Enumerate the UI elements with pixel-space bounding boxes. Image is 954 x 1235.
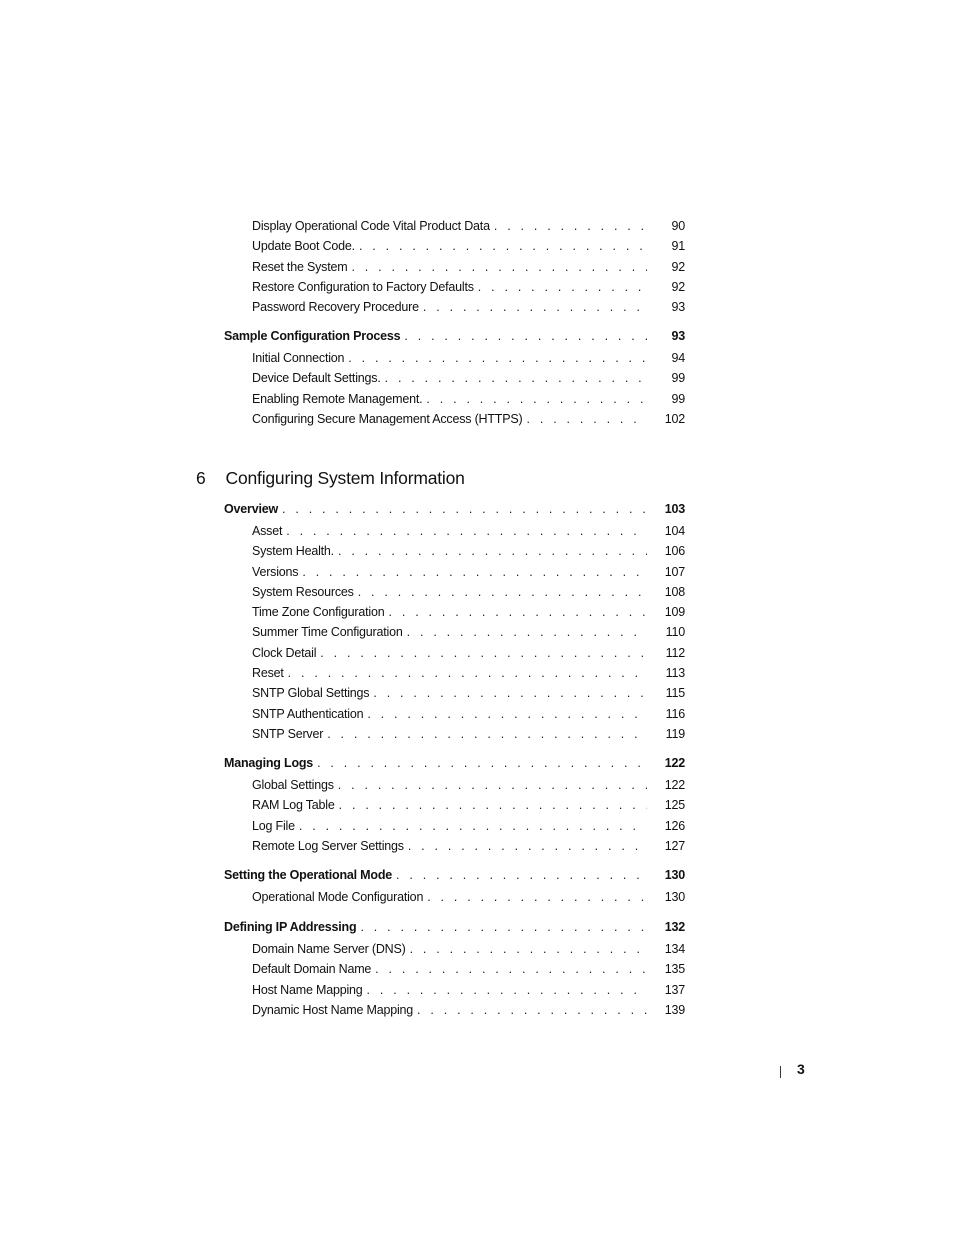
toc-section-entry[interactable]: [224, 868, 685, 890]
dot-leader: [404, 329, 647, 343]
toc-section-entry[interactable]: [224, 920, 685, 942]
toc-entry[interactable]: [224, 983, 685, 1003]
toc-entry[interactable]: [224, 300, 685, 320]
chapter-number: 6: [196, 468, 206, 488]
dot-leader: [527, 412, 648, 426]
toc-block-c: [224, 329, 685, 432]
toc-entry[interactable]: [224, 239, 685, 259]
toc-entry-title: Clock Detail: [252, 645, 317, 660]
toc-entry-page: 91: [671, 239, 685, 254]
toc-entry-page: 130: [664, 890, 685, 904]
toc-entry-title: System Resources: [252, 584, 354, 599]
toc-entry[interactable]: [224, 625, 685, 645]
toc-block-b: [224, 300, 685, 320]
toc-entry[interactable]: [224, 585, 685, 605]
toc-block-e: [224, 756, 685, 859]
dot-leader: [338, 544, 647, 558]
dot-leader: [317, 756, 647, 770]
toc-entry-title: Sample Configuration Process: [224, 329, 401, 343]
toc-entry-title: SNTP Server: [252, 726, 324, 741]
toc-entry-page: 125: [664, 798, 685, 813]
toc-entry[interactable]: [224, 686, 685, 706]
dot-leader: [299, 819, 647, 833]
dot-leader: [389, 605, 647, 619]
toc-entry-title: Global Settings: [252, 778, 334, 792]
toc-entry-page: 107: [664, 564, 685, 579]
dot-leader: [410, 942, 647, 956]
dot-leader: [320, 646, 647, 660]
chapter-heading: [196, 468, 465, 489]
toc-entry-page: 126: [664, 818, 685, 833]
toc-entry-page: 130: [664, 868, 685, 882]
toc-entry-page: 113: [665, 666, 685, 681]
toc-entry-page: 99: [671, 371, 685, 386]
toc-entry-title: Summer Time Configuration: [252, 625, 403, 640]
dot-leader: [288, 666, 647, 680]
toc-entry-page: 93: [671, 329, 685, 343]
dot-leader: [302, 565, 647, 579]
toc-entry[interactable]: [224, 219, 685, 239]
toc-entry[interactable]: [224, 666, 685, 686]
dot-leader: [396, 868, 647, 882]
toc-entry-title: Domain Name Server (DNS): [252, 942, 406, 956]
toc-entry-page: 92: [671, 279, 685, 294]
toc-entry[interactable]: [224, 839, 685, 859]
toc-entry-title: Log File: [252, 818, 295, 833]
toc-entry-page: 119: [665, 726, 685, 741]
dot-leader: [426, 392, 647, 406]
toc-entry-page: 99: [671, 391, 685, 406]
dot-leader: [373, 686, 647, 700]
toc-block-a: [224, 219, 685, 300]
toc-entry-title: Operational Mode Configuration: [252, 890, 424, 904]
toc-entry[interactable]: [224, 646, 685, 666]
toc-block-f: [224, 868, 685, 910]
toc-entry-title: Configuring Secure Management Access (HTTPS): [252, 411, 523, 426]
toc-entry-page: 132: [664, 920, 685, 934]
toc-entry[interactable]: [224, 565, 685, 585]
dot-leader: [338, 778, 647, 792]
toc-entry-title: SNTP Global Settings: [252, 686, 370, 701]
toc-entry[interactable]: [224, 727, 685, 747]
toc-entry-title: Host Name Mapping: [252, 982, 363, 997]
toc-entry-title: SNTP Authentication: [252, 706, 364, 721]
dot-leader: [494, 219, 647, 233]
toc-entry-page: 112: [665, 645, 685, 660]
dot-leader: [358, 585, 647, 599]
toc-entry-title: Time Zone Configuration: [252, 605, 385, 620]
toc-entry-page: 116: [665, 706, 685, 721]
dot-leader: [348, 351, 647, 365]
footer-divider: [780, 1066, 781, 1078]
toc-entry-title: Managing Logs: [224, 756, 314, 770]
toc-entry[interactable]: [224, 280, 685, 300]
toc-entry-title: RAM Log Table: [252, 798, 335, 813]
toc-entry[interactable]: [224, 819, 685, 839]
toc-entry-page: 109: [664, 605, 685, 620]
toc-entry[interactable]: [224, 412, 685, 432]
toc-entry-page: 127: [664, 838, 685, 853]
dot-leader: [339, 798, 647, 812]
dot-leader: [423, 300, 647, 314]
dot-leader: [407, 625, 647, 639]
toc-entry-page: 94: [671, 351, 685, 365]
toc-entry-page: 139: [664, 1002, 685, 1017]
toc-entry-page: 93: [671, 300, 685, 314]
dot-leader: [367, 707, 647, 721]
toc-entry[interactable]: [224, 778, 685, 798]
dot-leader: [367, 983, 647, 997]
dot-leader: [478, 280, 647, 294]
toc-entry-page: 122: [664, 756, 685, 770]
toc-entry-title: Display Operational Code Vital Product Data: [252, 219, 490, 233]
dot-leader: [417, 1003, 647, 1017]
toc-entry[interactable]: [224, 351, 685, 371]
toc-entry[interactable]: [224, 962, 685, 982]
toc-entry-page: 102: [664, 411, 685, 426]
toc-section-entry[interactable]: [224, 502, 685, 524]
toc-entry[interactable]: [224, 890, 685, 910]
dot-leader: [351, 260, 647, 274]
toc-entry-title: Defining IP Addressing: [224, 920, 357, 934]
toc-entry[interactable]: [224, 371, 685, 391]
toc-entry-title: Update Boot Code.: [252, 239, 355, 254]
dot-leader: [282, 502, 647, 516]
toc-entry-page: 110: [665, 625, 685, 640]
dot-leader: [427, 890, 647, 904]
toc-entry-title: Overview: [224, 502, 278, 516]
toc-entry-title: Versions: [252, 564, 299, 579]
dot-leader: [286, 524, 647, 538]
dot-leader: [375, 962, 647, 976]
dot-leader: [408, 839, 647, 853]
toc-section-entry[interactable]: [224, 756, 685, 778]
toc-entry-title: Remote Log Server Settings: [252, 838, 404, 853]
toc-entry-title: Default Domain Name: [252, 962, 372, 977]
toc-entry-title: Password Recovery Procedure: [252, 300, 419, 314]
chapter-title: Configuring System Information: [225, 468, 465, 488]
toc-entry-title: System Health.: [252, 544, 334, 559]
dot-leader: [385, 371, 647, 385]
toc-block-d: [224, 502, 685, 747]
toc-entry-page: 90: [671, 219, 685, 233]
toc-entry-title: Setting the Operational Mode: [224, 868, 393, 882]
toc-entry[interactable]: [224, 798, 685, 818]
dot-leader: [359, 239, 647, 253]
toc-entry-page: 115: [665, 686, 685, 701]
toc-entry-title: Dynamic Host Name Mapping: [252, 1002, 414, 1017]
toc-entry-page: 135: [664, 962, 685, 977]
toc-entry[interactable]: [224, 392, 685, 412]
toc-entry-title: Asset: [252, 524, 283, 538]
toc-block-g: [224, 920, 685, 1023]
toc-entry[interactable]: [224, 544, 685, 564]
toc-entry-page: 137: [664, 982, 685, 997]
toc-entry-page: 134: [664, 942, 685, 956]
toc-entry-title: Reset the System: [252, 259, 348, 274]
toc-entry-page: 108: [664, 584, 685, 599]
toc-entry-title: Initial Connection: [252, 351, 345, 365]
toc-entry[interactable]: [224, 605, 685, 625]
toc-entry-page: 122: [664, 778, 685, 792]
toc-entry-page: 106: [664, 544, 685, 559]
toc-entry-title: Restore Configuration to Factory Defaults: [252, 279, 474, 294]
dot-leader: [360, 920, 647, 934]
toc-section-entry[interactable]: [224, 329, 685, 351]
toc-entry-title: Reset: [252, 666, 284, 681]
dot-leader: [327, 727, 647, 741]
toc-entry-title: Device Default Settings.: [252, 371, 381, 386]
toc-entry-page: 92: [671, 259, 685, 274]
toc-entry-page: 103: [664, 502, 685, 516]
toc-entry[interactable]: [224, 524, 685, 544]
toc-entry[interactable]: [224, 707, 685, 727]
toc-entry[interactable]: [224, 260, 685, 280]
toc-entry[interactable]: [224, 942, 685, 962]
toc-entry-page: 104: [664, 524, 685, 538]
toc-entry[interactable]: [224, 1003, 685, 1023]
toc-entry-title: Enabling Remote Management.: [252, 391, 423, 406]
page-number: 3: [797, 1061, 805, 1077]
